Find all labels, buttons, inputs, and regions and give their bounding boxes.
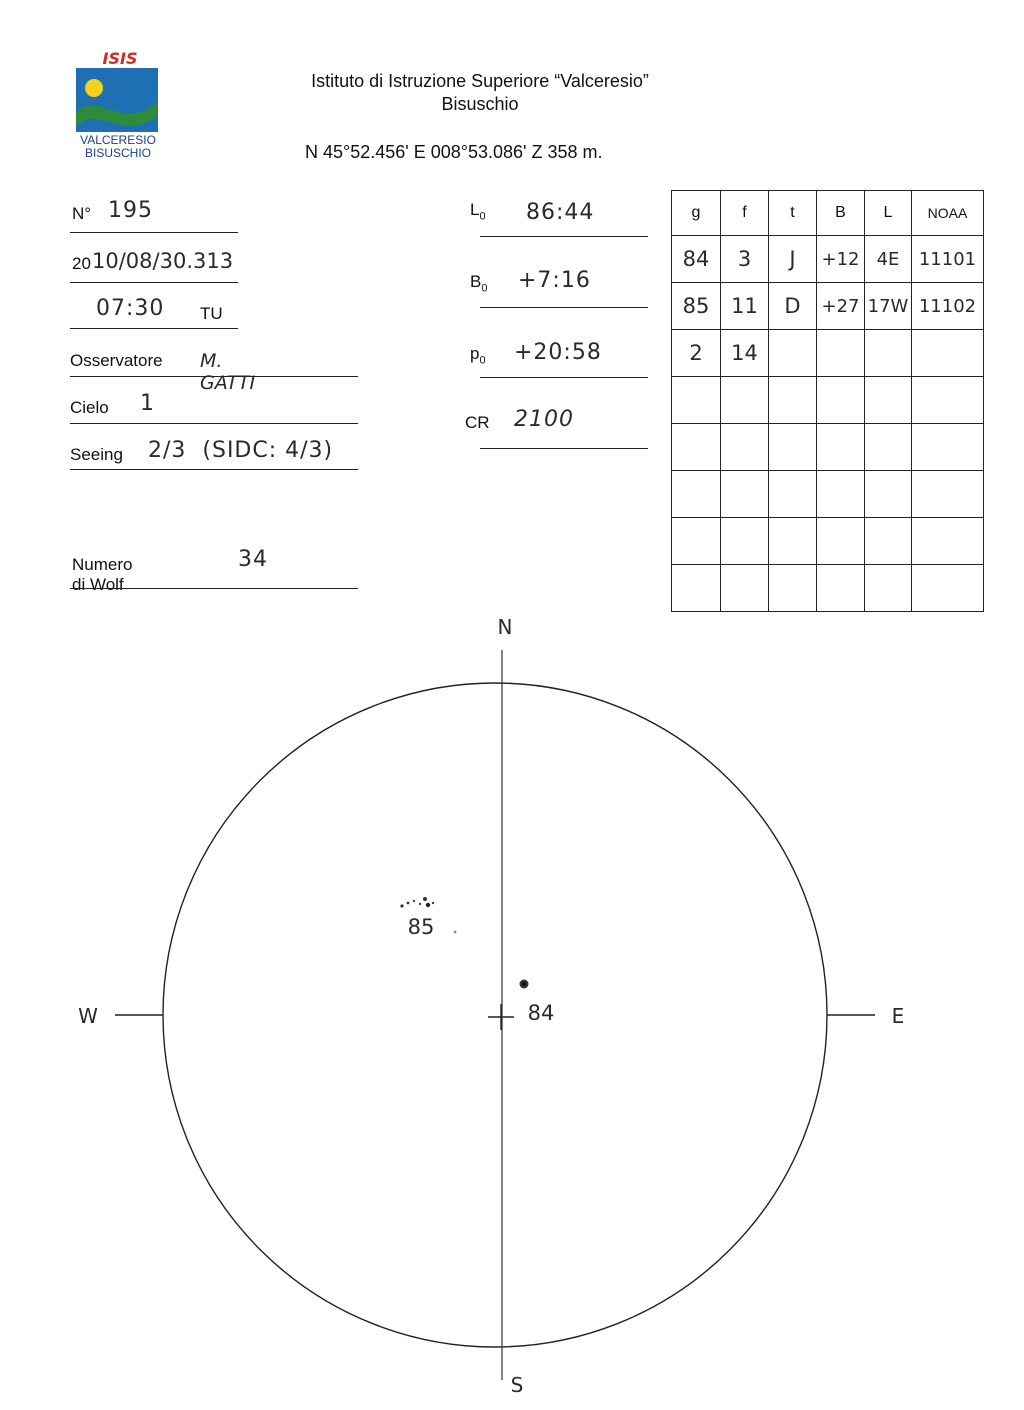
date-underline [70, 282, 238, 283]
b0-underline [480, 307, 648, 308]
col-header-g: g [672, 191, 721, 236]
l0-value: 86:44 [526, 200, 595, 225]
table-cell [817, 518, 865, 565]
p0-value: +20:58 [514, 340, 602, 365]
cr-label: CR [465, 413, 490, 432]
table-cell [912, 518, 984, 565]
table-row [672, 283, 984, 330]
table-cell [769, 424, 817, 471]
observer-underline [70, 376, 358, 377]
table-row [672, 518, 984, 565]
col-header-f: f [721, 191, 769, 236]
table-cell: J [769, 236, 817, 283]
table-row [672, 471, 984, 518]
table-cell: 11101 [912, 236, 984, 283]
table-cell [769, 518, 817, 565]
table-cell: +27 [817, 283, 865, 330]
number-label: N° [72, 204, 92, 223]
table-cell: 84 [672, 236, 721, 283]
table-cell: +12 [817, 236, 865, 283]
wolf-underline [70, 588, 358, 589]
col-header-t: t [769, 191, 817, 236]
table-cell [721, 377, 769, 424]
number-underline [70, 232, 238, 233]
logo-top-text: ISIS [102, 49, 138, 68]
col-header-b: B [817, 191, 865, 236]
observatory-coordinates: N 45°52.456' E 008°53.086' Z 358 m. [305, 142, 603, 162]
p0-label: $p_0$ [470, 344, 486, 367]
l0-underline [480, 236, 648, 237]
table-row [672, 377, 984, 424]
table-cell: D [769, 283, 817, 330]
table-cell [769, 377, 817, 424]
table-cell [672, 377, 721, 424]
cr-underline [480, 448, 648, 449]
seeing-label: Seeing [70, 445, 123, 464]
table-cell [721, 471, 769, 518]
table-cell [865, 518, 912, 565]
institute-header [250, 70, 710, 116]
wolf-label: Numero di Wolf [72, 555, 133, 594]
table-cell: 11102 [912, 283, 984, 330]
table-cell: 3 [721, 236, 769, 283]
table-cell: 4E [865, 236, 912, 283]
table-cell [912, 424, 984, 471]
table-cell: 14 [721, 330, 769, 377]
table-cell: 2 [672, 330, 721, 377]
sky-underline [70, 423, 358, 424]
logo-line1: VALCERESIO [80, 133, 156, 147]
table-header-row [672, 191, 984, 236]
p0-underline [480, 377, 648, 378]
table-cell [912, 377, 984, 424]
seeing-value: 2/3 (SIDC: 4/3) [148, 438, 334, 463]
institute-name: Istituto di Istruzione Superiore “Valceresio” [311, 71, 649, 91]
time-underline [70, 328, 238, 329]
observer-value: M. GATTI [200, 350, 256, 394]
table-cell [769, 330, 817, 377]
sunspot-table [671, 190, 984, 612]
table-cell [817, 424, 865, 471]
table-row [672, 424, 984, 471]
cr-value: 2100 [514, 407, 574, 432]
table-cell [865, 330, 912, 377]
seeing-underline [70, 469, 358, 470]
table-cell [817, 377, 865, 424]
institute-town: Bisuschio [441, 94, 519, 114]
table-row [672, 330, 984, 377]
date-value: 10/08/30.313 [92, 249, 234, 273]
time-value: 07:30 [96, 296, 165, 321]
table-cell [817, 471, 865, 518]
number-value: 195 [108, 198, 153, 223]
date-prefix: 20 [72, 254, 91, 273]
table-cell [817, 330, 865, 377]
table-cell [865, 471, 912, 518]
table-cell [672, 471, 721, 518]
wolf-value: 34 [238, 547, 268, 572]
table-cell [721, 518, 769, 565]
observer-label: Osservatore [70, 351, 163, 370]
table-cell [672, 518, 721, 565]
solar-disk-outline [163, 683, 827, 1347]
table-cell [721, 424, 769, 471]
school-logo [70, 46, 170, 166]
solar-disk-drawing [0, 600, 1024, 1400]
l0-label: $L_0$ [470, 200, 486, 223]
sunspot-group-84 [520, 980, 529, 989]
south-label: S [510, 1373, 524, 1397]
logo-emblem-icon [70, 46, 170, 166]
b0-label: $B_0$ [470, 272, 488, 295]
b0-value: +7:16 [518, 268, 591, 293]
north-label: N [497, 615, 513, 639]
east-label: E [891, 1004, 905, 1028]
table-cell [865, 377, 912, 424]
sky-label: Cielo [70, 398, 109, 417]
logo-line2: BISUSCHIO [84, 146, 152, 160]
table-cell [912, 471, 984, 518]
table-cell [769, 471, 817, 518]
col-header-noaa: NOAA [912, 191, 984, 236]
table-cell: 17W [865, 283, 912, 330]
sunspot-label-85: 85 [407, 915, 435, 939]
sky-value: 1 [140, 391, 155, 416]
west-label: W [78, 1004, 98, 1028]
table-cell [912, 330, 984, 377]
table-cell: 11 [721, 283, 769, 330]
sunspot-label-84: 84 [527, 1001, 555, 1025]
table-cell: 85 [672, 283, 721, 330]
table-row [672, 236, 984, 283]
table-cell [672, 424, 721, 471]
time-suffix: TU [200, 304, 223, 323]
col-header-l: L [865, 191, 912, 236]
table-cell [865, 424, 912, 471]
